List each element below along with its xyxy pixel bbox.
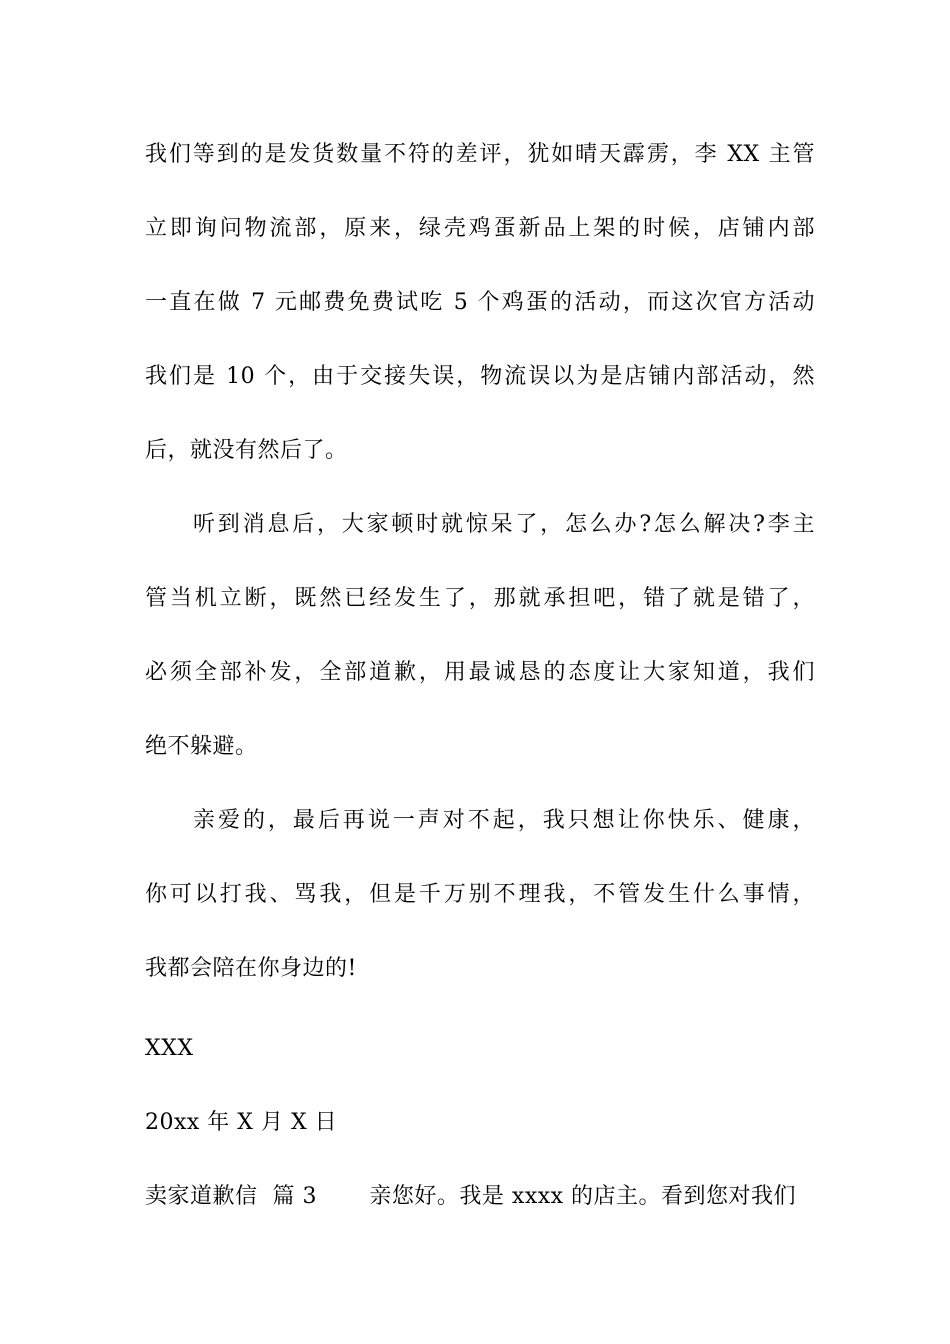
- paragraph-3-line-2: 你可以打我、骂我，但是千万别不理我，不管发生什么事情，: [145, 882, 815, 907]
- paragraph-1-line-3: 一直在做 7 元邮费免费试吃 5 个鸡蛋的活动，而这次官方活动: [145, 290, 815, 315]
- paragraph-2-line-2: 管当机立断，既然已经发生了，那就承担吧，错了就是错了，: [145, 586, 815, 611]
- paragraph-1-line-1: 我们等到的是发货数量不符的差评，犹如晴天霹雳，李 XX 主管: [145, 142, 815, 167]
- paragraph-2-line-4: 绝不躲避。: [145, 734, 258, 759]
- signature-date: 20xx 年 X 月 X 日: [145, 1110, 338, 1135]
- paragraph-3-line-3: 我都会陪在你身边的!: [145, 956, 357, 981]
- paragraph-1-line-2: 立即询问物流部，原来，绿壳鸡蛋新品上架的时候，店铺内部: [145, 216, 815, 241]
- paragraph-3-line-1: 亲爱的，最后再说一声对不起，我只想让你快乐、健康，: [193, 808, 815, 833]
- paragraph-1-line-5: 后，就没有然后了。: [145, 438, 348, 463]
- paragraph-2-line-1: 听到消息后，大家顿时就惊呆了，怎么办?怎么解决?李主: [193, 512, 815, 537]
- paragraph-2-line-3: 必须全部补发，全部道歉，用最诚恳的态度让大家知道，我们: [145, 660, 815, 685]
- paragraph-1-line-4: 我们是 10 个，由于交接失误，物流误以为是店铺内部活动，然: [145, 364, 815, 389]
- next-section-start: 卖家道歉信 篇 3 亲您好。我是 xxxx 的店主。看到您对我们: [145, 1184, 797, 1209]
- signature-name: XXX: [145, 1036, 194, 1061]
